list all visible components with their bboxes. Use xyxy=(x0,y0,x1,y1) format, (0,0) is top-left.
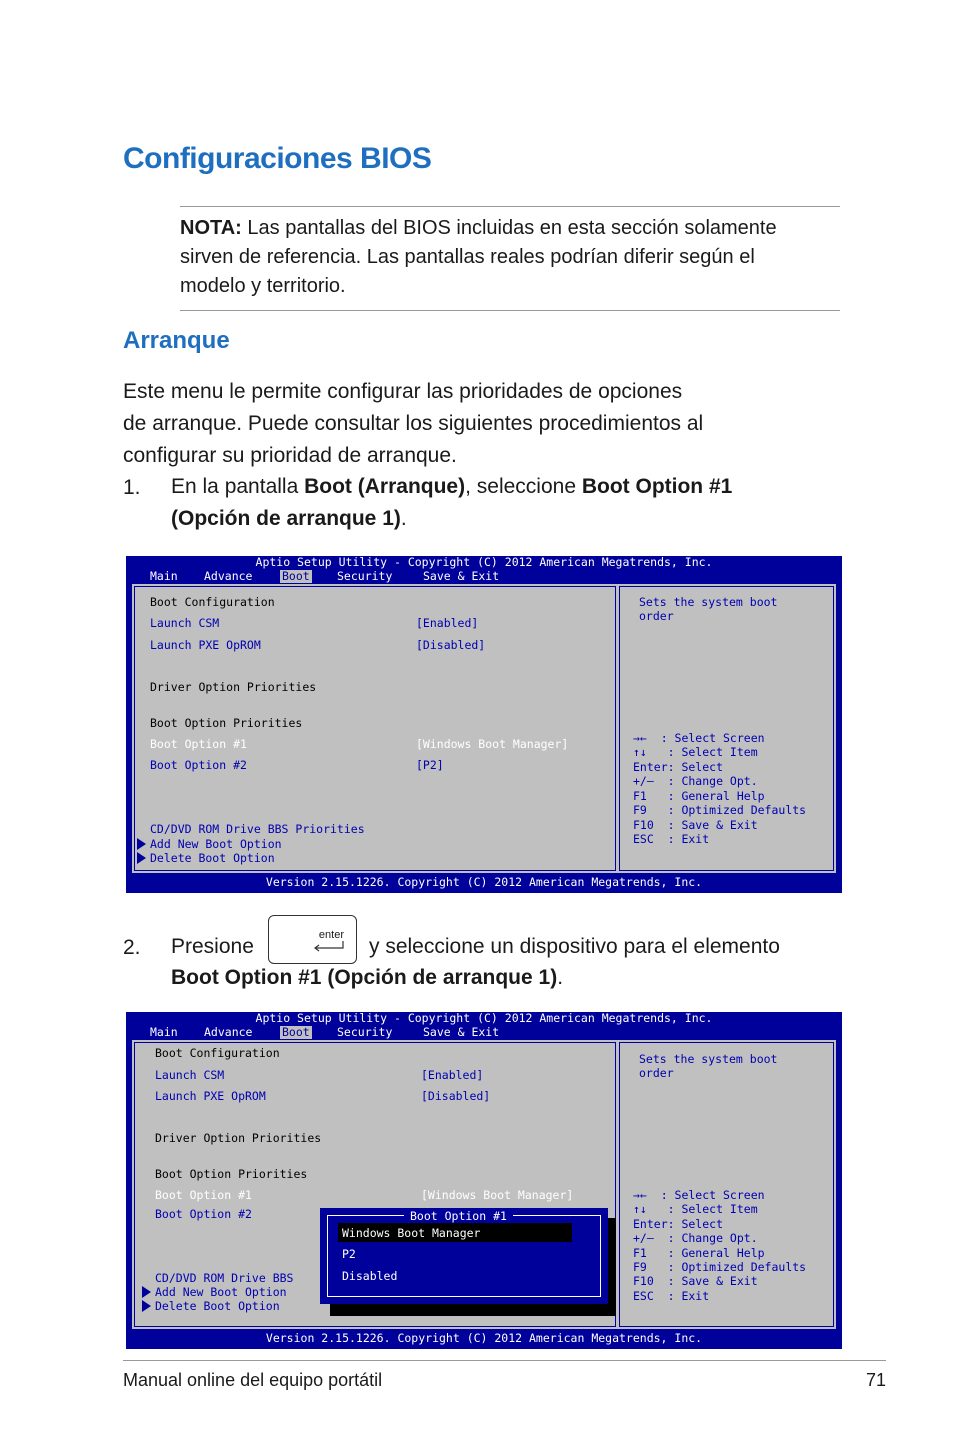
popup-option-p2[interactable]: P2 xyxy=(342,1247,356,1261)
page-title: Configuraciones BIOS xyxy=(123,142,432,175)
submenu-arrow-icon xyxy=(142,1286,151,1298)
step-bold: Boot Option #1 (Opción de arranque 1) xyxy=(171,966,558,989)
key-help: ↑↓ : Select Item xyxy=(633,745,758,759)
step-2-text: Presione xyxy=(171,935,254,958)
menu-boot[interactable]: Boot xyxy=(282,1025,310,1039)
bios-panel xyxy=(132,584,836,873)
bios-menubar xyxy=(126,569,842,584)
menu-main[interactable]: Main xyxy=(150,569,178,583)
footer-manual-title: Manual online del equipo portátil xyxy=(123,1370,383,1390)
key-help: F9 : Optimized Defaults xyxy=(633,803,807,817)
popup-option-windows-boot-manager[interactable]: Windows Boot Manager xyxy=(342,1226,481,1240)
enter-arrow-icon xyxy=(312,941,346,953)
key-help: Enter: Select xyxy=(633,760,724,774)
intro-line: configurar su prioridad de arranque. xyxy=(123,444,457,467)
boot-option-popup xyxy=(320,1208,608,1304)
add-new-boot-option-item[interactable]: Add New Boot Option xyxy=(150,837,282,851)
menu-boot[interactable]: Boot xyxy=(282,569,310,583)
step-number: 2. xyxy=(123,936,141,959)
boot-option-2-item[interactable]: Boot Option #2 xyxy=(150,758,247,772)
help-text: order xyxy=(639,609,674,623)
bios-panel xyxy=(132,1040,836,1329)
key-help: →← : Select Screen xyxy=(633,731,765,745)
bios-footer: Version 2.15.1226. Copyright (C) 2012 American Megatrends, Inc. xyxy=(265,1331,703,1345)
bios-screen-2 xyxy=(126,1012,842,1349)
key-help: F10 : Save & Exit xyxy=(633,818,758,832)
key-help: →← : Select Screen xyxy=(633,1188,765,1202)
key-help: +/— : Change Opt. xyxy=(633,774,758,788)
launch-pxe-item[interactable]: Launch PXE OpROM xyxy=(155,1089,266,1103)
step-2-text: y seleccione un dispositivo para el elemento xyxy=(369,935,780,958)
step-text: En la pantalla xyxy=(171,475,305,498)
boot-option-1-value[interactable]: [Windows Boot Manager] xyxy=(416,737,569,751)
intro-line: de arranque. Puede consultar los siguientes procedimientos al xyxy=(123,412,704,435)
submenu-arrow-icon xyxy=(142,1300,151,1312)
key-help: +/— : Change Opt. xyxy=(633,1231,758,1245)
page-number: 71 xyxy=(866,1370,887,1390)
delete-boot-option-item[interactable]: Delete Boot Option xyxy=(155,1299,280,1313)
launch-csm-item[interactable]: Launch CSM xyxy=(150,616,220,630)
boot-option-2-item[interactable]: Boot Option #2 xyxy=(155,1207,252,1221)
boot-configuration-heading: Boot Configuration xyxy=(150,595,275,609)
key-help: F1 : General Help xyxy=(633,789,765,803)
bios-footer: Version 2.15.1226. Copyright (C) 2012 American Megatrends, Inc. xyxy=(265,875,703,889)
key-help: Enter: Select xyxy=(633,1217,724,1231)
boot-option-2-value[interactable]: [P2] xyxy=(416,758,444,772)
enter-key-label: enter xyxy=(318,929,344,941)
step-bold: (Opción de arranque 1) xyxy=(171,507,401,530)
menu-security[interactable]: Security xyxy=(337,569,393,583)
launch-pxe-value[interactable]: [Disabled] xyxy=(421,1089,491,1103)
key-help: F1 : General Help xyxy=(633,1246,765,1260)
step-bold: Boot Option #1 xyxy=(581,475,733,498)
key-help: ↑↓ : Select Item xyxy=(633,1202,758,1216)
boot-option-1-item[interactable]: Boot Option #1 xyxy=(150,737,247,751)
delete-boot-option-item[interactable]: Delete Boot Option xyxy=(150,851,275,865)
intro-paragraph xyxy=(123,376,843,472)
launch-pxe-value[interactable]: [Disabled] xyxy=(416,638,486,652)
boot-option-priorities-heading: Boot Option Priorities xyxy=(155,1167,308,1181)
menu-save-exit[interactable]: Save & Exit xyxy=(423,569,500,583)
driver-option-priorities-heading: Driver Option Priorities xyxy=(155,1131,322,1145)
bios-header: Aptio Setup Utility - Copyright (C) 2012 American Megatrends, Inc. xyxy=(255,1011,713,1025)
menu-save-exit[interactable]: Save & Exit xyxy=(423,1025,500,1039)
step-text: . xyxy=(400,507,407,530)
boot-option-priorities-heading: Boot Option Priorities xyxy=(150,716,303,730)
intro-line: Este menu le permite configurar las prioridades de opciones xyxy=(123,380,683,403)
popup-option-disabled[interactable]: Disabled xyxy=(342,1269,398,1283)
step-text: , seleccione xyxy=(465,475,582,498)
note-text: Las pantallas del BIOS incluidas en esta sección solamente xyxy=(241,217,777,239)
cddvd-priorities-item[interactable]: CD/DVD ROM Drive BBS xyxy=(155,1271,294,1285)
menu-security[interactable]: Security xyxy=(337,1025,393,1039)
menu-main[interactable]: Main xyxy=(150,1025,178,1039)
note-text: sirven de referencia. Las pantallas reales podrían diferir según el xyxy=(180,246,755,268)
step-2-text xyxy=(171,962,563,994)
bios-screen-1 xyxy=(126,556,842,893)
step-number: 1. xyxy=(123,476,141,499)
launch-csm-value[interactable]: [Enabled] xyxy=(416,616,479,630)
bios-menubar xyxy=(126,1025,842,1040)
divider xyxy=(180,310,840,311)
boot-option-1-value[interactable]: [Windows Boot Manager] xyxy=(421,1188,574,1202)
menu-advance[interactable]: Advance xyxy=(204,569,253,583)
note-text: modelo y territorio. xyxy=(180,275,346,297)
key-help: F9 : Optimized Defaults xyxy=(633,1260,807,1274)
help-text: Sets the system boot xyxy=(639,595,778,609)
key-help: ESC : Exit xyxy=(633,832,710,846)
footer-divider xyxy=(123,1360,886,1361)
note xyxy=(180,214,820,301)
help-text: Sets the system boot xyxy=(639,1052,778,1066)
step-1-text xyxy=(171,471,851,535)
launch-pxe-item[interactable]: Launch PXE OpROM xyxy=(150,638,261,652)
divider xyxy=(180,206,840,207)
boot-configuration-heading: Boot Configuration xyxy=(155,1046,280,1060)
popup-title: Boot Option #1 xyxy=(404,1209,513,1223)
section-title: Arranque xyxy=(123,327,230,354)
bios-header: Aptio Setup Utility - Copyright (C) 2012 American Megatrends, Inc. xyxy=(255,555,713,569)
help-text: order xyxy=(639,1066,674,1080)
cddvd-priorities-item[interactable]: CD/DVD ROM Drive BBS Priorities xyxy=(150,822,365,836)
driver-option-priorities-heading: Driver Option Priorities xyxy=(150,680,317,694)
launch-csm-item[interactable]: Launch CSM xyxy=(155,1068,225,1082)
step-bold: Boot (Arranque) xyxy=(304,475,466,498)
submenu-arrow-icon xyxy=(137,852,146,864)
key-help: ESC : Exit xyxy=(633,1289,710,1303)
key-help: F10 : Save & Exit xyxy=(633,1274,758,1288)
note-label: NOTA: xyxy=(180,217,242,239)
add-new-boot-option-item[interactable]: Add New Boot Option xyxy=(155,1285,287,1299)
launch-csm-value[interactable]: [Enabled] xyxy=(421,1068,484,1082)
menu-advance[interactable]: Advance xyxy=(204,1025,253,1039)
submenu-arrow-icon xyxy=(137,838,146,850)
step-text: . xyxy=(557,966,564,989)
enter-key-icon xyxy=(268,915,357,964)
boot-option-1-item[interactable]: Boot Option #1 xyxy=(155,1188,252,1202)
